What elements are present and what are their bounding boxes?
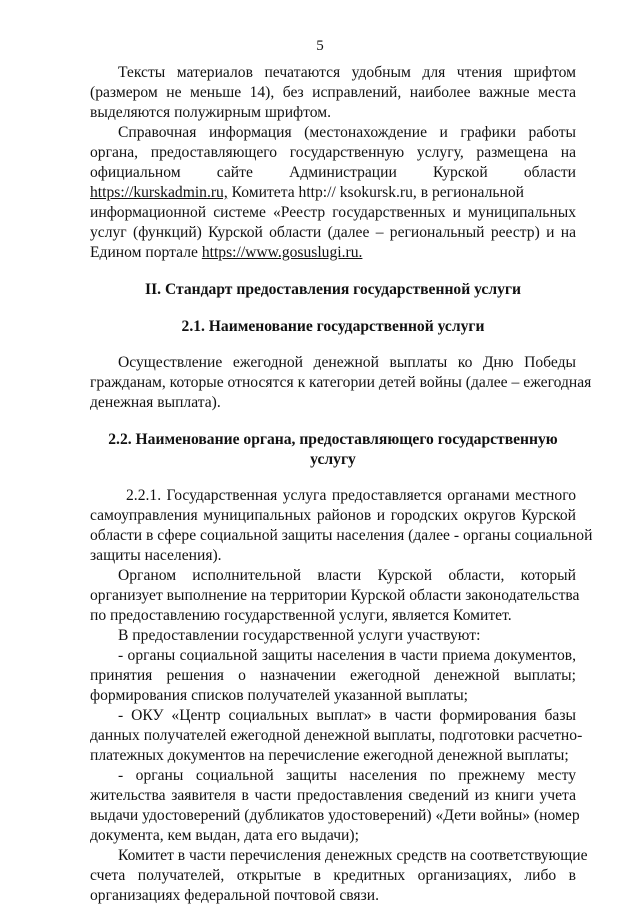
list-item-line: выдачи удостоверений (дубликатов удостоверений) «Дети войны» (номер bbox=[90, 807, 580, 824]
text-line: защиты населения). bbox=[90, 547, 222, 564]
text-line: Справочная информация (местонахождение и графики работы bbox=[118, 124, 576, 141]
text-line: услуг (функций) Курской области (далее – региональный реестр) и на bbox=[90, 224, 576, 241]
subsection-heading: услугу bbox=[310, 451, 356, 468]
text-span: Едином портале bbox=[90, 244, 202, 261]
list-item-line: платежных документов на перечисление ежегодной денежной выплаты; bbox=[90, 747, 569, 764]
text-line: счета получателей, открытые в кредитных организациях, либо в bbox=[90, 867, 576, 884]
list-item-line: - органы социальной защиты населения в части приема документов, bbox=[118, 647, 576, 664]
list-item-line: - органы социальной защиты населения по прежнему месту bbox=[118, 767, 576, 784]
text-line: официальном сайте Администрации Курской области bbox=[90, 164, 576, 181]
gosuslugi-link[interactable]: https://www.gosuslugi.ru. bbox=[201, 244, 363, 261]
text-line bbox=[90, 184, 576, 202]
subsection-heading: 2.1. Наименование государственной услуги bbox=[181, 318, 485, 335]
text-line: гражданам, которые относятся к категории детей войны (далее – ежегодная bbox=[90, 374, 592, 391]
text-line: организует выполнение на территории Курской области законодательства bbox=[90, 587, 580, 604]
text-line: по предоставлению государственной услуги, является Комитет. bbox=[90, 607, 512, 624]
text-span: Комитета http:// ksokursk.ru, в региональной bbox=[227, 184, 525, 201]
text-line: Осуществление ежегодной денежной выплаты ко Дню Победы bbox=[118, 354, 576, 371]
list-item-line: принятия решения о назначении ежегодной денежной выплаты; bbox=[90, 667, 576, 684]
kurskadmin-link[interactable]: https://kurskadmin.ru, bbox=[90, 184, 228, 201]
text-line: Комитет в части перечисления денежных средств на соответствующие bbox=[118, 847, 588, 864]
text-line: (размером не меньше 14), без исправлений, наиболее важные места bbox=[90, 84, 576, 101]
text-line: информационной системе «Реестр государственных и муниципальных bbox=[90, 204, 576, 221]
text-line: выделяются полужирным шрифтом. bbox=[90, 104, 332, 121]
text-line: области в сфере социальной защиты населения (далее - органы социальной bbox=[90, 527, 593, 544]
text-line: Органом исполнительной власти Курской области, который bbox=[118, 567, 576, 584]
text-line: органа, предоставляющего государственную услугу, размещена на bbox=[90, 144, 576, 161]
text-line: организациях федеральной почтовой связи. bbox=[90, 887, 379, 904]
list-item-line: - ОКУ «Центр социальных выплат» в части формирования базы bbox=[118, 707, 576, 724]
text-line bbox=[90, 244, 576, 262]
list-item-line: жительства заявителя в части предоставления сведений из книги учета bbox=[90, 787, 576, 804]
text-line: В предоставлении государственной услуги участвуют: bbox=[118, 627, 481, 644]
text-line: самоуправления муниципальных районов и городских округов Курской bbox=[90, 507, 576, 524]
subsection-heading: 2.2. Наименование органа, предоставляющего государственную bbox=[108, 431, 558, 448]
list-item-line: данных получателей ежегодной денежной выплаты, подготовки расчетно- bbox=[90, 727, 583, 744]
text-line: Тексты материалов печатаются удобным для чтения шрифтом bbox=[118, 64, 576, 81]
page-number: 5 bbox=[316, 38, 324, 54]
section-heading: II. Стандарт предоставления государственной услуги bbox=[145, 281, 521, 298]
list-item-line: документа, кем выдан, дата его выдачи); bbox=[90, 827, 359, 844]
list-item-line: формирования списков получателей указанной выплаты; bbox=[90, 687, 469, 704]
text-line: 2.2.1. Государственная услуга предоставляется органами местного bbox=[126, 487, 576, 504]
text-line: денежная выплата). bbox=[90, 394, 221, 411]
